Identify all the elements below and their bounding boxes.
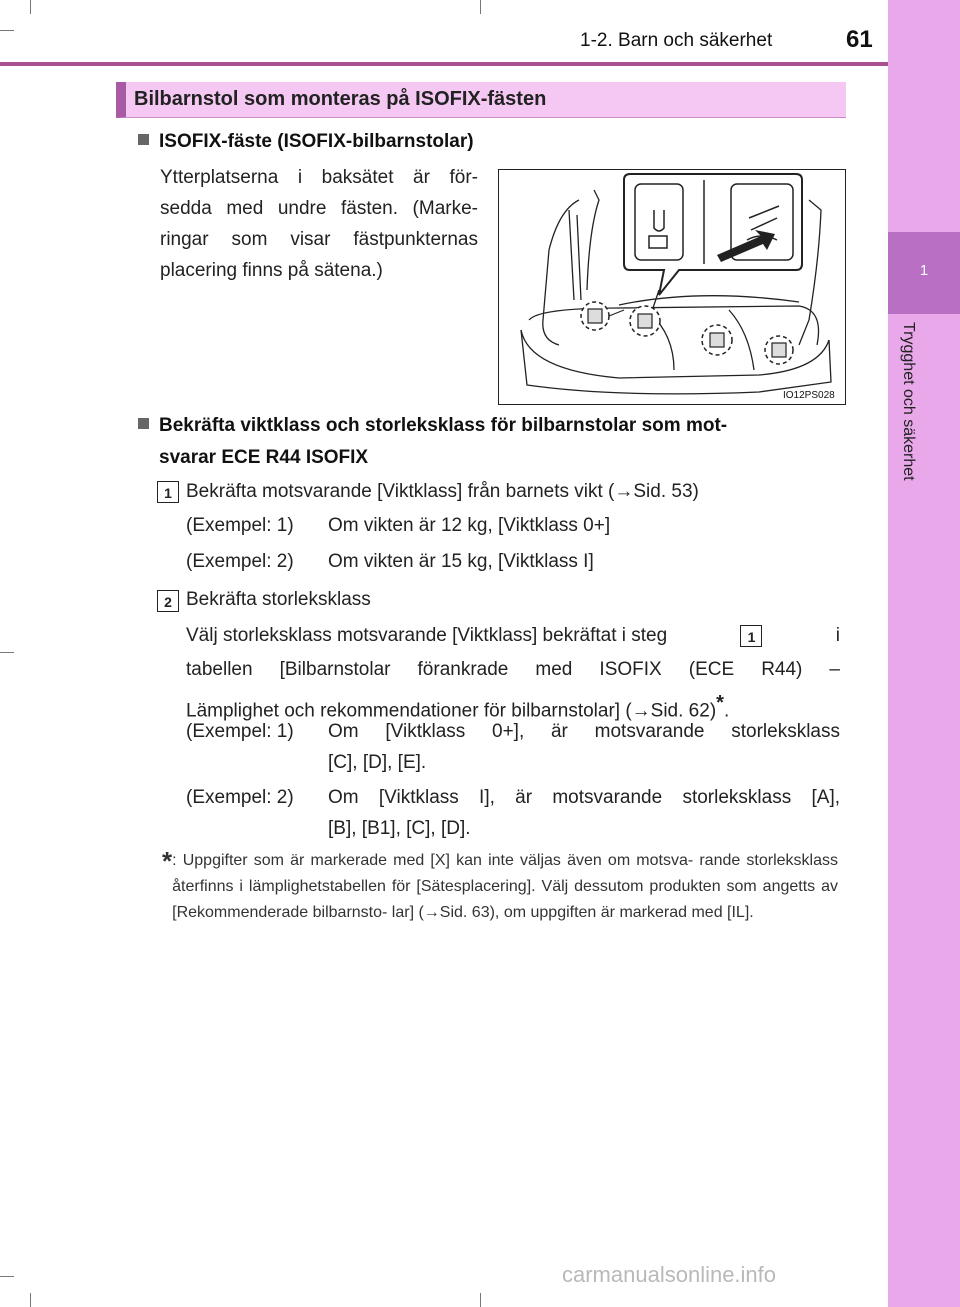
footnote-star: *: [162, 846, 173, 876]
example-4-label: (Exempel: 2): [186, 787, 294, 808]
crop-mark: [30, 1293, 31, 1307]
step-number-2: 2: [157, 590, 179, 612]
example-3-label: (Exempel: 1): [186, 721, 294, 742]
crop-mark: [0, 652, 14, 653]
crop-mark: [0, 30, 14, 31]
example-2-text: Om vikten är 15 kg, [Viktklass I]: [328, 551, 594, 572]
rear-seat-drawing: [499, 170, 844, 403]
crop-mark: [480, 1293, 481, 1307]
example-3-text: Om [Viktklass 0+], är motsvarande storleksklass [C], [D], [E].: [328, 721, 840, 773]
step-2-paragraph: Välj storleksklass motsvarande [Viktklass] bekräftat i steg 1 i tabellen [Bilbarnstolar förankrade med ISOFIX (ECE R44) – Lämplighet och rekommendationer för bilbarnstolar] (→Sid. 62)*.: [186, 625, 840, 722]
step-ref-box: 1: [740, 625, 762, 647]
footnote-text: : Uppgifter som är markerade med [X] kan inte väljas även om motsva- rande storleksklass återfinns i lämplighetstabellen för [Sätesplacering]. Välj dessutom produkten som angetts av [Rekommenderade bilbarnsto- lar] (→Sid. 63), om uppgiften är markerad med [IL].: [172, 852, 838, 921]
step-1-text: Bekräfta motsvarande [Viktklass] från barnets vikt (→Sid. 53): [186, 481, 699, 502]
square-bullet-icon: [138, 134, 149, 145]
step-number-1: 1: [157, 481, 179, 503]
watermark-text: carmanualsonline.info: [562, 1262, 777, 1287]
chapter-number: 1: [919, 262, 929, 279]
figure-code: IO12PS028: [783, 390, 835, 401]
intro-paragraph: Ytterplatserna i baksätet är för- sedda med undre fästen. (Marke- ringar som visar fästpunkternas placering finns på sätena.): [160, 167, 478, 281]
heading-isofix-anchor: ISOFIX-fäste (ISOFIX-bilbarnstolar): [138, 126, 474, 158]
heading-confirm-class: Bekräfta viktklass och storleksklass för bilbarnstolar som mot- svarar ECE R44 ISOFIX: [138, 410, 843, 474]
example-2-label: (Exempel: 2): [186, 551, 294, 572]
example-1-label: (Exempel: 1): [186, 515, 294, 536]
chapter-title: Trygghet och säkerhet: [900, 322, 917, 481]
step-2-text: Bekräfta storleksklass: [186, 589, 371, 610]
crop-mark: [30, 0, 31, 14]
square-bullet-icon: [138, 418, 149, 429]
running-header: 1-2. Barn och säkerhet: [580, 30, 773, 51]
crop-mark: [0, 1276, 14, 1277]
example-1-text: Om vikten är 12 kg, [Viktklass 0+]: [328, 515, 611, 536]
example-4-text: Om [Viktklass I], är motsvarande storleksklass [A], [B], [B1], [C], [D].: [328, 787, 840, 839]
page-number: 61: [846, 26, 873, 53]
chapter-side-tab: [888, 0, 960, 1307]
footnote: [162, 848, 838, 926]
header-rule: [0, 62, 888, 66]
crop-mark: [480, 0, 481, 14]
isofix-seat-illustration: [498, 169, 846, 405]
section-title: Bilbarnstol som monteras på ISOFIX-fästen: [134, 88, 547, 110]
